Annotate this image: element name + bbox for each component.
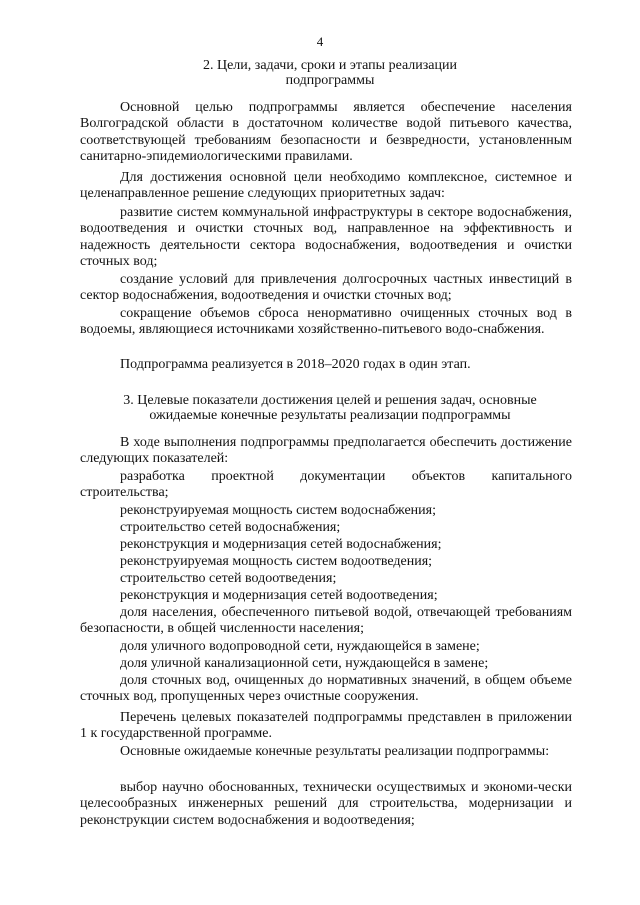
indicator-item-10: доля уличной канализационной сети, нуждающейся в замене; — [120, 656, 489, 671]
section-2-title-line-2: подпрограммы — [285, 73, 375, 88]
indicator-item-7: реконструкция и модернизация сетей водоотведения; — [120, 588, 438, 603]
results-intro-paragraph: Основные ожидаемые конечные результаты реализации подпрограммы: — [120, 744, 550, 759]
task-item-2: создание условий для привлечения долгосрочных частных инвестиций в сектор водоснабжения, водоотведения и очистки сточных вод; — [80, 272, 572, 304]
section-3-title-line-1: 3. Целевые показатели достижения целей и решения задач, основные — [123, 393, 537, 408]
indicator-item-5: реконструируемая мощность систем водоотведения; — [120, 554, 433, 569]
indicator-item-9: доля уличного водопроводной сети, нуждающейся в замене; — [120, 639, 480, 654]
indicator-item-2: реконструируемая мощность систем водоснабжения; — [120, 503, 436, 518]
task-item-3: сокращение объемов сброса ненормативно очищенных сточных вод в водоемы, являющиеся источниками хозяйственно-питьевого водо-снабжения. — [80, 306, 572, 338]
term-paragraph: Подпрограмма реализуется в 2018–2020 годах в один этап. — [120, 357, 471, 372]
goal-paragraph: Основной целью подпрограммы является обеспечение населения Волгоградской области в достаточном количестве водой питьевого качества, соответствующей требованиям безопасности и безвредности, установленным санитарно-эпидемиологическими правилами. — [80, 100, 572, 164]
indicators-intro-paragraph: В ходе выполнения подпрограммы предполагается обеспечить достижение следующих показателей: — [80, 435, 572, 467]
result-item-1: выбор научно обоснованных, технически осуществимых и экономи-чески целесообразных инженерных решений для строительства, модернизации и реконструкции систем водоснабжения и водоотведения; — [80, 780, 572, 828]
section-2-heading — [80, 58, 580, 88]
task-item-1: развитие систем коммунальной инфраструктуры в секторе водоснабжения, водоотведения и очистки сточных вод, направленное на эффективность и надежность деятельности сектора водоснабжения, водоотведения и очистки сточных вод; — [80, 205, 572, 269]
indicator-item-6: строительство сетей водоотведения; — [120, 571, 337, 586]
indicator-item-8: доля населения, обеспеченного питьевой водой, отвечающей требованиям безопасности, в общей численности населения; — [80, 605, 572, 637]
section-3-title-line-2: ожидаемые конечные результаты реализации подпрограммы — [149, 408, 511, 423]
indicator-item-4: реконструкция и модернизация сетей водоснабжения; — [120, 537, 442, 552]
indicator-item-1: разработка проектной документации объектов капитального строительства; — [80, 469, 572, 501]
tasks-intro-paragraph: Для достижения основной цели необходимо комплексное, системное и целенаправленное решение следующих приоритетных задач: — [80, 170, 572, 202]
indicator-item-11: доля сточных вод, очищенных до нормативных значений, в общем объеме сточных вод, пропущенных через очистные сооружения. — [80, 673, 572, 705]
page-number: 4 — [316, 34, 324, 49]
section-2-title-line-1: 2. Цели, задачи, сроки и этапы реализации — [202, 58, 457, 73]
indicators-list-paragraph: Перечень целевых показателей подпрограммы представлен в приложении 1 к государственной программе. — [80, 710, 572, 742]
indicator-item-3: строительство сетей водоснабжения; — [120, 520, 341, 535]
section-3-heading — [80, 393, 580, 423]
